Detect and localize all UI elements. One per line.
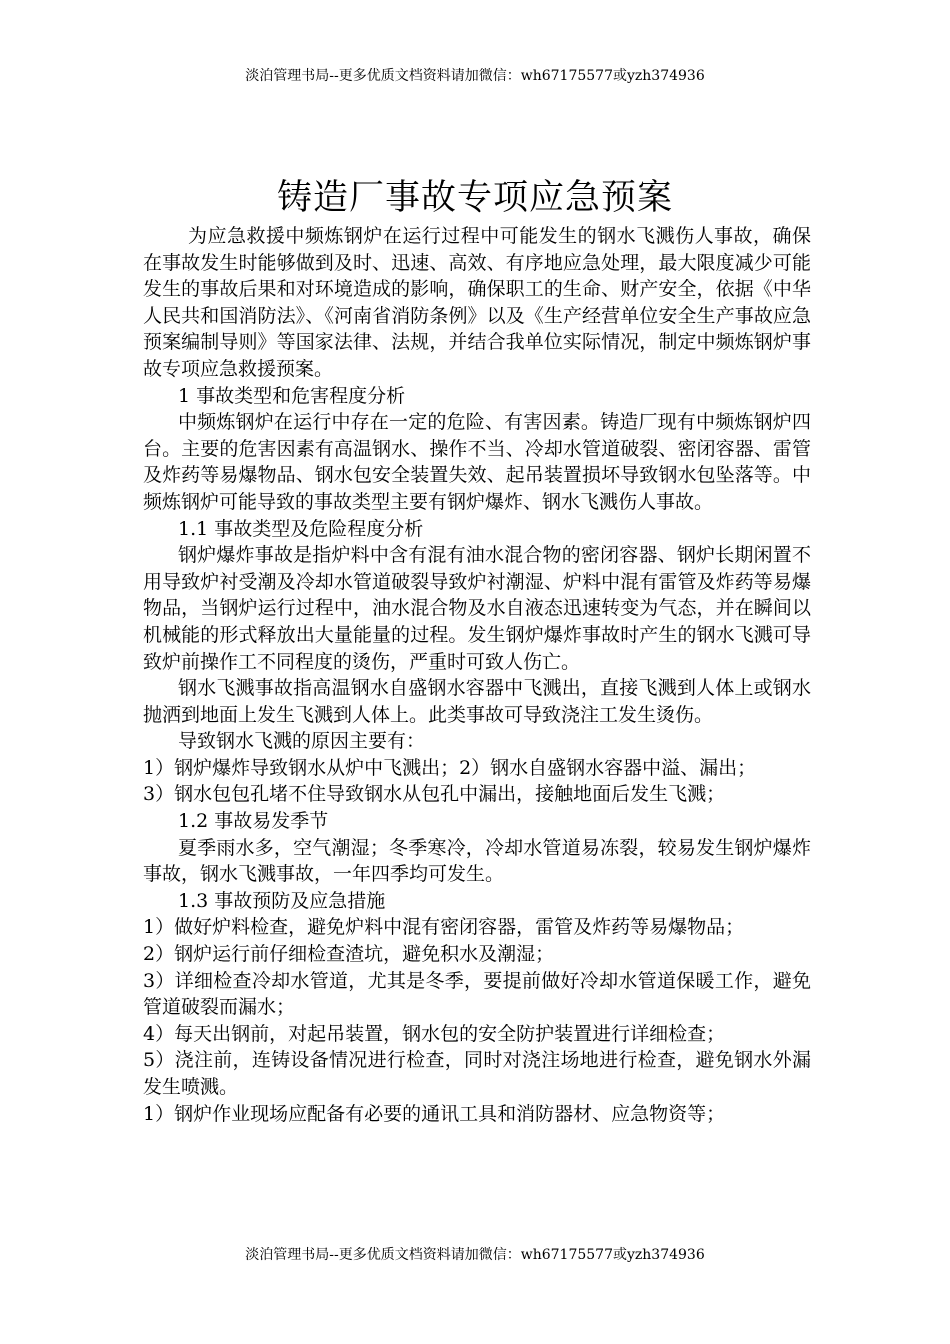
body-paragraph: 钢炉爆炸事故是指炉料中含有混有油水混合物的密闭容器、钢炉长期闲置不用导致炉衬受潮及冷却水管道破裂导致炉衬潮湿、炉料中混有雷管及炸药等易爆物品，当钢炉运行过程中，油水混合物及水自液态迅速转变为气态，并在瞬间以机械能的形式释放出大量能量的过程。发生钢炉爆炸事故时产生的钢水飞溅可导致炉前操作工不同程度的烫伤，严重时可致人伤亡。 bbox=[143, 544, 811, 673]
body-paragraph: 中频炼钢炉在运行中存在一定的危险、有害因素。铸造厂现有中频炼钢炉四台。主要的危害因素有高温钢水、操作不当、冷却水管道破裂、密闭容器、雷管及炸药等易爆物品、钢水包安全装置失效、起吊装置损坏导致钢水包坠落等。中频炼钢炉可能导致的事故类型主要有钢炉爆炸、钢水飞溅伤人事故。 bbox=[143, 411, 811, 513]
page-footer: 淡泊管理书局--更多优质文档资料请加微信：wh67175577或yzh374936 bbox=[245, 1247, 705, 1263]
section-heading-1: 1 事故类型和危害程度分析 bbox=[178, 384, 406, 407]
body-paragraph: 导致钢水飞溅的原因主要有： bbox=[178, 730, 426, 753]
section-heading-1-1: 1.1 事故类型及危险程度分析 bbox=[178, 517, 424, 540]
document-body bbox=[143, 223, 811, 1127]
list-item: 1）钢炉爆炸导致钢水从炉中飞溅出；2）钢水自盛钢水容器中溢、漏出； bbox=[143, 756, 757, 779]
list-item: 5）浇注前，连铸设备情况进行检查，同时对浇注场地进行检查，避免钢水外漏发生喷溅。 bbox=[143, 1049, 811, 1098]
list-item: 3）钢水包包孔堵不住导致钢水从包孔中漏出，接触地面后发生飞溅； bbox=[143, 783, 726, 806]
section-heading-1-2: 1.2 事故易发季节 bbox=[178, 810, 329, 833]
list-item: 2）钢炉运行前仔细检查渣坑，避免积水及潮湿； bbox=[143, 943, 555, 966]
list-item: 1）做好炉料检查，避免炉料中混有密闭容器，雷管及炸药等易爆物品； bbox=[143, 916, 745, 939]
intro-paragraph: 为应急救援中频炼钢炉在运行过程中可能发生的钢水飞溅伤人事故，确保在事故发生时能够做到及时、迅速、高效、有序地应急处理，最大限度减少可能发生的事故后果和对环境造成的影响，确保职工的生命、财产安全，依据《中华人民共和国消防法》、《河南省消防条例》以及《生产经营单位安全生产事故应急预案编制导则》等国家法律、法规，并结合我单位实际情况，制定中频炼钢炉事故专项应急救援预案。 bbox=[143, 225, 811, 380]
body-paragraph: 夏季雨水多，空气潮湿；冬季寒冷，冷却水管道易冻裂，较易发生钢炉爆炸事故，钢水飞溅事故，一年四季均可发生。 bbox=[143, 836, 811, 886]
list-item: 1）钢炉作业现场应配备有必要的通讯工具和消防器材、应急物资等； bbox=[143, 1102, 726, 1125]
list-item: 3）详细检查冷却水管道，尤其是冬季，要提前做好冷却水管道保暖工作，避免管道破裂而漏水； bbox=[143, 969, 811, 1019]
list-item: 4）每天出钢前，对起吊装置，钢水包的安全防护装置进行详细检查； bbox=[143, 1022, 726, 1045]
body-paragraph: 钢水飞溅事故指高温钢水自盛钢水容器中飞溅出，直接飞溅到人体上或钢水抛洒到地面上发生飞溅到人体上。此类事故可导致浇注工发生烫伤。 bbox=[143, 677, 811, 726]
document-title: 铸造厂事故专项应急预案 bbox=[276, 178, 673, 218]
section-heading-1-3: 1.3 事故预防及应急措施 bbox=[178, 889, 386, 912]
page-header: 淡泊管理书局--更多优质文档资料请加微信：wh67175577或yzh374936 bbox=[245, 68, 705, 84]
